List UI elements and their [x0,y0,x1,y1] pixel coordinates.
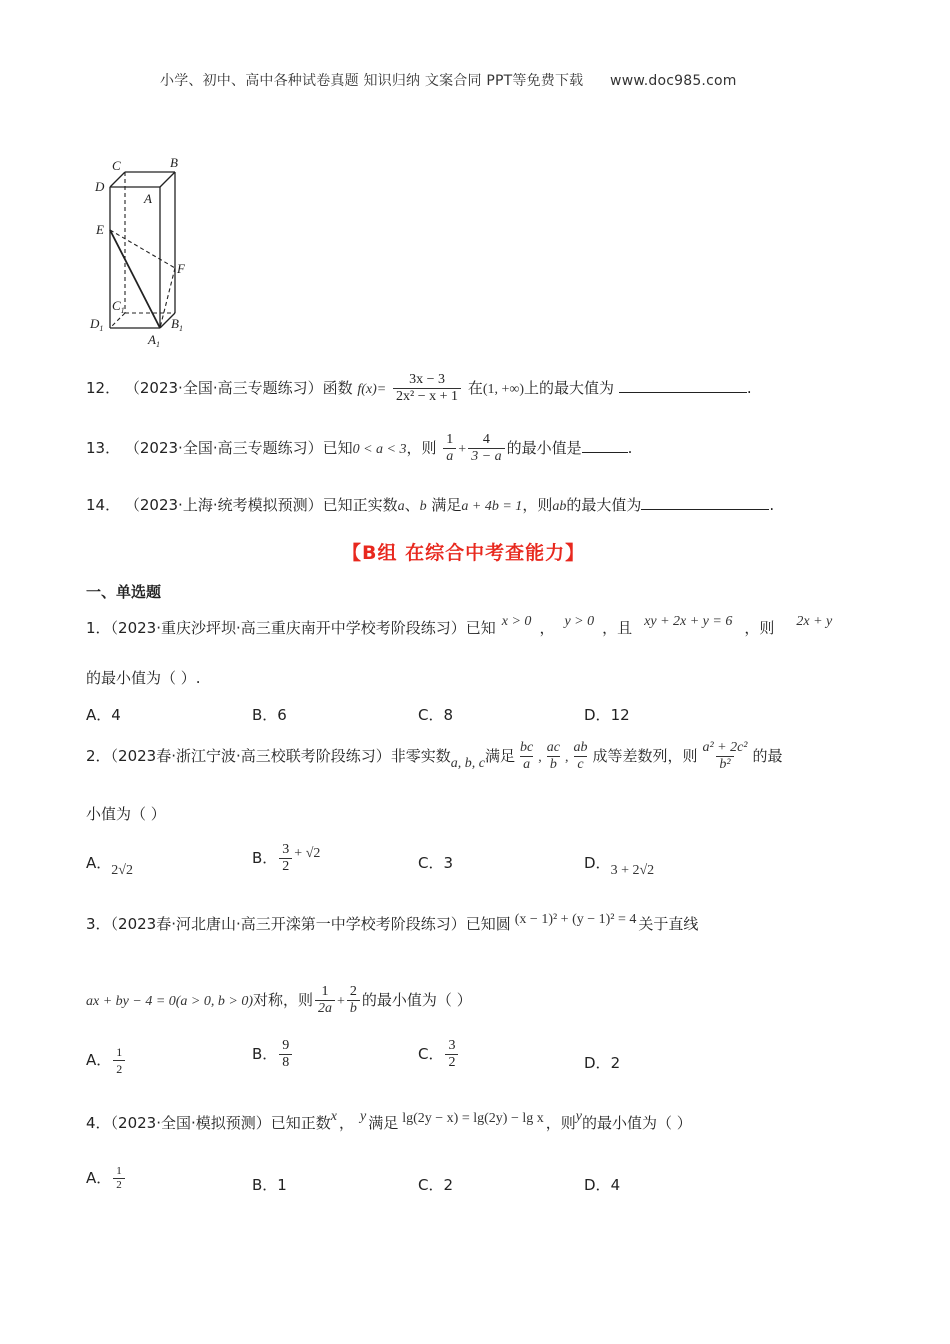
header-site[interactable]: www.doc985.com [610,73,737,89]
question-source: （2023·全国·高三专题练习）已知 [124,439,353,457]
edge-C-D [110,172,125,187]
option-1-b[interactable]: B．6 [252,706,287,724]
numerator: 3x − 3 [409,372,445,387]
label-F: F [177,261,185,276]
question-source: （2023·全国·高三专题练习）函数 [124,379,353,397]
hidden-edge-C1-D1 [110,313,125,328]
question-tail: 的最大值为 [566,496,642,514]
problem-4: 4．（2023·全国·模拟预测）已知正数x ， y 满足 lg(2y − x) = lg(2y) − lg x ，则y的最小值为（ ） [86,1109,692,1132]
option-1-d[interactable]: D．12 [584,706,630,724]
text-at: 在 [467,379,483,397]
question-tail: 上的最大值为 [524,379,615,397]
label-D1: $D_1$ [90,316,104,333]
question-14: 14． （2023·上海·统考模拟预测）已知正实数a、b 满足a + 4b = 1，则ab的最大值为 . [86,496,775,514]
label-A1: $A_1$ [148,332,160,349]
answer-blank[interactable] [582,438,628,453]
label-B: B [170,155,178,170]
option-1-a[interactable]: A．4 [86,706,121,724]
question-13: 13． （2023·全国·高三专题练习）已知0 < a < 3，则 $\frac{1}{a}$ + $\frac{4}{3 - a}$ 的最小值是 . [86,432,633,464]
question-12 [86,372,752,405]
problem-2: 2．（2023春·浙江宁波·高三校联考阶段练习）非零实数a, b, c满足 $\frac{bc}{a}$ , $\frac{ac}{b}$ , $\frac{ab}{c}$ 成等差数列，则 $\frac{\text{a² + 2c²}}{\text{b²}}$ 的最 [86,740,783,772]
prism-figure [85,150,195,350]
text-then: ，则 [406,439,437,457]
problem-1: 1．（2023·重庆沙坪坝·高三重庆南开中学校考阶段练习）已知 x > 0 ， y > 0 ，且 xy + 2x + y = 6 ，则 2x + y [86,614,833,637]
option-1-c[interactable]: C．8 [418,706,454,724]
fraction-4-over-3-minus-a: $\frac{4}{3 - a}$ [468,432,504,465]
problem-1-line2: 的最小值为（ ）. [86,669,201,687]
question-source: （2023·上海·统考模拟预测）已知正实数 [124,496,398,514]
label-B1: $B_1$ [171,316,183,333]
problem-number: 1． [86,619,111,637]
label-A: A [144,191,152,206]
interval: (1, +∞) [482,382,525,397]
problem-source: （2023·重庆沙坪坝·高三重庆南开中学校考阶段练习）已知 [110,619,496,637]
condition: 0 < a < 3 [352,442,407,457]
option-3-d[interactable]: D．2 [584,1054,621,1072]
option-4-d[interactable]: D．4 [584,1176,621,1194]
function-name: f(x)= [357,382,387,397]
option-4-a[interactable]: A． $\frac{1}{2}$ [86,1165,127,1192]
problem-3-line2: ax + by − 4 = 0(a > 0, b > 0)对称，则 $\frac{1}{2a}$ + $\frac{2}{b}$ 的最小值为（ ） [86,984,472,1016]
label-E: E [96,222,104,237]
answer-blank[interactable] [619,378,747,393]
edge-A-B [160,172,175,187]
condition: a + 4b = 1 [461,499,523,514]
function-fraction [393,372,461,405]
label-C: C [112,158,121,173]
label-D: D [95,179,105,194]
question-number: 13． [86,439,121,457]
option-2-a[interactable]: A．2√2 [86,854,133,878]
page-header [160,70,737,90]
problem-2-line2: 小值为（ ） [86,805,166,823]
question-tail: 的最小值是 [506,439,582,457]
header-text: 小学、初中、高中各种试卷真题 知识归纳 文案合同 PPT等免费下载 [160,73,584,89]
answer-blank[interactable] [641,495,769,510]
label-C1: $C_1$ [112,298,125,315]
question-number: 12． [86,379,121,397]
option-2-c[interactable]: C．3 [418,854,454,872]
option-3-a[interactable]: A． $\frac{1}{2}$ [86,1044,127,1077]
fraction-1-over-a: $\frac{1}{a}$ [443,432,456,465]
section-b-title: 【B组 在综合中考查能力】 [342,542,586,564]
subsection-title: 一、单选题 [86,583,162,601]
option-3-c[interactable]: C． $\frac{3}{2}$ [418,1038,460,1071]
period: . [746,379,752,397]
option-2-b[interactable]: B． $\frac{3}{2}$ + √2 [252,842,321,874]
option-2-d[interactable]: D．3 + 2√2 [584,854,655,878]
option-4-c[interactable]: C．2 [418,1176,454,1194]
line-equation: ax + by − 4 = 0(a > 0, b > 0) [86,994,253,1009]
problem-3: 3．（2023春·河北唐山·高三开滦第一中学校考阶段练习）已知圆 (x − 1)² + (y − 1)² = 4 关于直线 [86,912,699,933]
question-number: 14． [86,496,121,514]
option-4-b[interactable]: B．1 [252,1176,287,1194]
option-3-b[interactable]: B． $\frac{9}{8}$ [252,1038,294,1071]
denominator: 2x² − x + 1 [393,388,461,405]
